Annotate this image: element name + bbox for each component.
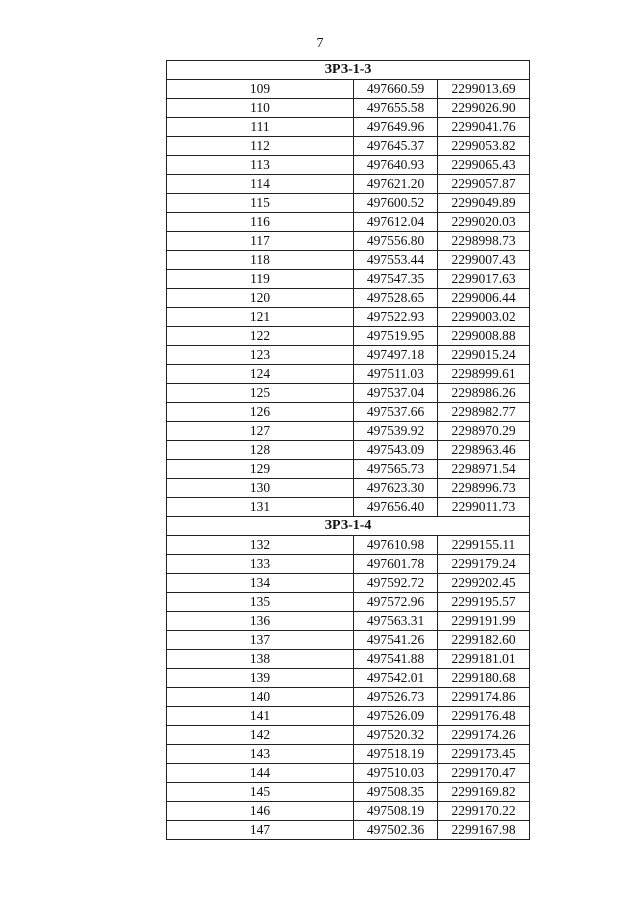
y-coordinate-cell: 2298970.29: [438, 422, 530, 441]
x-coordinate-cell: 497502.36: [354, 821, 438, 840]
x-coordinate-cell: 497522.93: [354, 308, 438, 327]
point-number-cell: 141: [167, 707, 354, 726]
point-number-cell: 113: [167, 156, 354, 175]
section-title: ЗРЗ-1-4: [167, 517, 530, 536]
x-coordinate-cell: 497572.96: [354, 593, 438, 612]
y-coordinate-cell: 2299181.01: [438, 650, 530, 669]
point-number-cell: 128: [167, 441, 354, 460]
coordinates-table: [166, 60, 530, 840]
y-coordinate-cell: 2298998.73: [438, 232, 530, 251]
x-coordinate-cell: 497520.32: [354, 726, 438, 745]
point-number-cell: 115: [167, 194, 354, 213]
x-coordinate-cell: 497621.20: [354, 175, 438, 194]
y-coordinate-cell: 2299041.76: [438, 118, 530, 137]
y-coordinate-cell: 2299049.89: [438, 194, 530, 213]
table-row: [167, 308, 530, 327]
table-row: [167, 384, 530, 403]
section-header-row: [167, 61, 530, 80]
table-row: [167, 707, 530, 726]
x-coordinate-cell: 497660.59: [354, 80, 438, 99]
x-coordinate-cell: 497623.30: [354, 479, 438, 498]
table-row: [167, 270, 530, 289]
y-coordinate-cell: 2299057.87: [438, 175, 530, 194]
x-coordinate-cell: 497543.09: [354, 441, 438, 460]
x-coordinate-cell: 497541.88: [354, 650, 438, 669]
x-coordinate-cell: 497601.78: [354, 555, 438, 574]
table-row: [167, 669, 530, 688]
table-row: [167, 650, 530, 669]
table-row: [167, 764, 530, 783]
table-row: [167, 631, 530, 650]
x-coordinate-cell: 497508.35: [354, 783, 438, 802]
point-number-cell: 134: [167, 574, 354, 593]
y-coordinate-cell: 2299007.43: [438, 251, 530, 270]
table-row: [167, 175, 530, 194]
x-coordinate-cell: 497656.40: [354, 498, 438, 517]
table-row: [167, 289, 530, 308]
y-coordinate-cell: 2299053.82: [438, 137, 530, 156]
table-row: [167, 118, 530, 137]
x-coordinate-cell: 497539.92: [354, 422, 438, 441]
y-coordinate-cell: 2299155.11: [438, 536, 530, 555]
table-row: [167, 346, 530, 365]
y-coordinate-cell: 2298982.77: [438, 403, 530, 422]
point-number-cell: 119: [167, 270, 354, 289]
point-number-cell: 136: [167, 612, 354, 631]
point-number-cell: 122: [167, 327, 354, 346]
point-number-cell: 121: [167, 308, 354, 327]
section-header-row: [167, 517, 530, 536]
x-coordinate-cell: 497511.03: [354, 365, 438, 384]
y-coordinate-cell: 2299170.22: [438, 802, 530, 821]
point-number-cell: 120: [167, 289, 354, 308]
point-number-cell: 139: [167, 669, 354, 688]
y-coordinate-cell: 2299003.02: [438, 308, 530, 327]
y-coordinate-cell: 2299202.45: [438, 574, 530, 593]
point-number-cell: 133: [167, 555, 354, 574]
x-coordinate-cell: 497537.04: [354, 384, 438, 403]
page-number: 7: [316, 36, 324, 51]
x-coordinate-cell: 497592.72: [354, 574, 438, 593]
table-row: [167, 726, 530, 745]
table-row: [167, 251, 530, 270]
table-row: [167, 441, 530, 460]
y-coordinate-cell: 2299013.69: [438, 80, 530, 99]
table-row: [167, 536, 530, 555]
x-coordinate-cell: 497649.96: [354, 118, 438, 137]
x-coordinate-cell: 497510.03: [354, 764, 438, 783]
x-coordinate-cell: 497508.19: [354, 802, 438, 821]
y-coordinate-cell: 2299182.60: [438, 631, 530, 650]
point-number-cell: 130: [167, 479, 354, 498]
x-coordinate-cell: 497556.80: [354, 232, 438, 251]
table-row: [167, 80, 530, 99]
y-coordinate-cell: 2299006.44: [438, 289, 530, 308]
x-coordinate-cell: 497645.37: [354, 137, 438, 156]
table-row: [167, 555, 530, 574]
table-row: [167, 213, 530, 232]
point-number-cell: 140: [167, 688, 354, 707]
table-row: [167, 194, 530, 213]
y-coordinate-cell: 2298986.26: [438, 384, 530, 403]
table-row: [167, 612, 530, 631]
y-coordinate-cell: 2299015.24: [438, 346, 530, 365]
point-number-cell: 144: [167, 764, 354, 783]
y-coordinate-cell: 2298999.61: [438, 365, 530, 384]
y-coordinate-cell: 2299170.47: [438, 764, 530, 783]
x-coordinate-cell: 497541.26: [354, 631, 438, 650]
y-coordinate-cell: 2299011.73: [438, 498, 530, 517]
y-coordinate-cell: 2299180.68: [438, 669, 530, 688]
y-coordinate-cell: 2299065.43: [438, 156, 530, 175]
point-number-cell: 114: [167, 175, 354, 194]
y-coordinate-cell: 2299017.63: [438, 270, 530, 289]
table-row: [167, 327, 530, 346]
point-number-cell: 123: [167, 346, 354, 365]
x-coordinate-cell: 497640.93: [354, 156, 438, 175]
point-number-cell: 125: [167, 384, 354, 403]
x-coordinate-cell: 497519.95: [354, 327, 438, 346]
point-number-cell: 112: [167, 137, 354, 156]
table-row: [167, 574, 530, 593]
table-row: [167, 460, 530, 479]
point-number-cell: 143: [167, 745, 354, 764]
table-row: [167, 403, 530, 422]
x-coordinate-cell: 497655.58: [354, 99, 438, 118]
y-coordinate-cell: 2299174.26: [438, 726, 530, 745]
point-number-cell: 135: [167, 593, 354, 612]
table-row: [167, 422, 530, 441]
x-coordinate-cell: 497537.66: [354, 403, 438, 422]
y-coordinate-cell: 2299020.03: [438, 213, 530, 232]
table-row: [167, 802, 530, 821]
point-number-cell: 131: [167, 498, 354, 517]
y-coordinate-cell: 2299173.45: [438, 745, 530, 764]
y-coordinate-cell: 2299195.57: [438, 593, 530, 612]
y-coordinate-cell: 2299176.48: [438, 707, 530, 726]
x-coordinate-cell: 497526.73: [354, 688, 438, 707]
x-coordinate-cell: 497547.35: [354, 270, 438, 289]
x-coordinate-cell: 497542.01: [354, 669, 438, 688]
x-coordinate-cell: 497563.31: [354, 612, 438, 631]
table-row: [167, 365, 530, 384]
table-row: [167, 821, 530, 840]
y-coordinate-cell: 2298963.46: [438, 441, 530, 460]
point-number-cell: 147: [167, 821, 354, 840]
point-number-cell: 132: [167, 536, 354, 555]
table-row: [167, 156, 530, 175]
x-coordinate-cell: 497553.44: [354, 251, 438, 270]
table-row: [167, 99, 530, 118]
x-coordinate-cell: 497565.73: [354, 460, 438, 479]
table-row: [167, 479, 530, 498]
y-coordinate-cell: 2299169.82: [438, 783, 530, 802]
y-coordinate-cell: 2299008.88: [438, 327, 530, 346]
point-number-cell: 110: [167, 99, 354, 118]
y-coordinate-cell: 2299026.90: [438, 99, 530, 118]
point-number-cell: 145: [167, 783, 354, 802]
table-row: [167, 137, 530, 156]
table-row: [167, 688, 530, 707]
y-coordinate-cell: 2299167.98: [438, 821, 530, 840]
table-row: [167, 593, 530, 612]
table-row: [167, 232, 530, 251]
table-row: [167, 745, 530, 764]
coordinates-table-body: [167, 61, 530, 840]
point-number-cell: 138: [167, 650, 354, 669]
point-number-cell: 124: [167, 365, 354, 384]
point-number-cell: 111: [167, 118, 354, 137]
x-coordinate-cell: 497600.52: [354, 194, 438, 213]
x-coordinate-cell: 497526.09: [354, 707, 438, 726]
point-number-cell: 116: [167, 213, 354, 232]
x-coordinate-cell: 497518.19: [354, 745, 438, 764]
point-number-cell: 146: [167, 802, 354, 821]
x-coordinate-cell: 497610.98: [354, 536, 438, 555]
y-coordinate-cell: 2299191.99: [438, 612, 530, 631]
x-coordinate-cell: 497497.18: [354, 346, 438, 365]
y-coordinate-cell: 2299179.24: [438, 555, 530, 574]
point-number-cell: 118: [167, 251, 354, 270]
point-number-cell: 126: [167, 403, 354, 422]
table-row: [167, 783, 530, 802]
y-coordinate-cell: 2298996.73: [438, 479, 530, 498]
point-number-cell: 127: [167, 422, 354, 441]
x-coordinate-cell: 497528.65: [354, 289, 438, 308]
table-row: [167, 498, 530, 517]
x-coordinate-cell: 497612.04: [354, 213, 438, 232]
point-number-cell: 117: [167, 232, 354, 251]
point-number-cell: 137: [167, 631, 354, 650]
y-coordinate-cell: 2299174.86: [438, 688, 530, 707]
point-number-cell: 129: [167, 460, 354, 479]
point-number-cell: 109: [167, 80, 354, 99]
y-coordinate-cell: 2298971.54: [438, 460, 530, 479]
point-number-cell: 142: [167, 726, 354, 745]
section-title: ЗРЗ-1-3: [167, 61, 530, 80]
